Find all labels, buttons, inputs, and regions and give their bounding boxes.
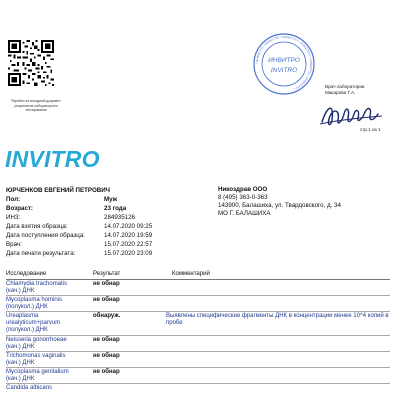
- results-table-header: [6, 270, 390, 280]
- lab-address: 143900, Балашиха, ул. Твардовского, д. 34: [218, 202, 341, 209]
- header-test: Исследование: [6, 271, 47, 277]
- signature-icon: [318, 100, 384, 130]
- table-row: Ureaplasma urealyticum+parvum (полукол.) ДНК обнаруж. Выявлены специфические фрагменты ДНК в концентрации менее 10^4 копий в пробе: [6, 312, 390, 336]
- table-row: Mycoplasma genitalium (кач.) ДНК не обнар: [6, 368, 390, 384]
- table-row: Candida albicans: [6, 385, 53, 391]
- lab-doctor: [325, 84, 364, 96]
- invitro-logo: INVITRO: [5, 146, 100, 172]
- header-result: Результат: [93, 271, 121, 277]
- table-row: Trichomonas vaginalis (кач.) ДНК не обнар: [6, 352, 390, 368]
- table-row: Neisseria gonorrhoeae (кач.) ДНК не обнар: [6, 336, 390, 352]
- header-comment: Комментарий: [172, 271, 210, 277]
- svg-text:INVITRO: INVITRO: [270, 67, 298, 74]
- qr-caption: Перейти на исходный документ результатов лабораторного тестирования: [11, 99, 61, 113]
- lab-city: МО Г. БАЛАШИХА: [218, 210, 271, 217]
- svg-text:• ИНВИТРО • ИНВИТРО • ИНВИТРО: • ИНВИТРО • ИНВИТРО • ИНВИТРО • ИНВИТРО • ИНВИТРО • ИНВИТРО •: [254, 34, 314, 91]
- qr-code[interactable]: [8, 40, 54, 86]
- table-row: Mycoplasma hominis (полукол.) ДНК не обнар: [6, 296, 390, 312]
- table-row: Chlamydia trachomatis (кач.) ДНК не обнар: [6, 280, 390, 296]
- stamp-seal-icon: [252, 32, 316, 96]
- lab-doctor-title: Врач лаборатории: [325, 84, 365, 89]
- patient-info: ЮРЧЕНКОВ ЕВГЕНИЙ ПЕТРОВИЧ Пол: Муж Возраст: 23 года ИНЗ: 284935126 Дата взятия образца: 14.07.2020 09:25 Дата поступления образца: 14.07.2020 19:59 Врач: 15.07.2020 22:57 Дата печати результата: 15.07.2020 23:09: [6, 187, 153, 257]
- lab-info: [218, 186, 341, 218]
- lab-phone: 8 (495) 363-0-363: [218, 194, 268, 201]
- svg-text:ИНВИТРО: ИНВИТРО: [268, 57, 300, 64]
- lab-doctor-name: Макарова Т.А.: [325, 90, 356, 96]
- lab-name: Никоздрав ООО: [218, 186, 268, 193]
- page-number: стр.1 из 1: [360, 127, 381, 132]
